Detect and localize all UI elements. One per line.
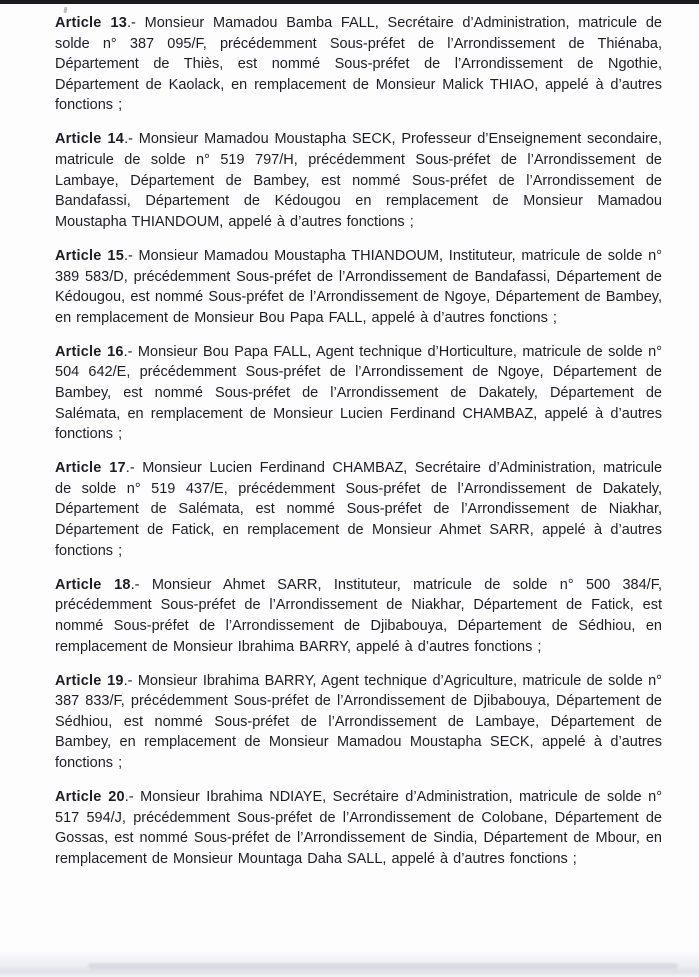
article-17-paragraph (55, 458, 662, 561)
article-19-body: Monsieur Ibrahima BARRY, Agent technique d’Agriculture, matricule de solde n° 387 833/F, précédemment Sous-préfet de l’Arrondissement de Djibabouya, Département de Sédhiou, est nommé Sous-préfet de l’Arrondissement de Lambaye, Département de Bambey, en remplacement de Monsieur Mamadou Moustapha SECK, appelé à d’autres fonctions ; (55, 672, 662, 771)
article-18-label: Article 18 (55, 576, 131, 593)
article-16-paragraph (55, 342, 662, 445)
article-19-label: Article 19 (55, 672, 124, 689)
article-13-separator: .- (127, 15, 136, 31)
article-14-body: Monsieur Mamadou Moustapha SECK, Professeur d’Enseignement secondaire, matricule de solde n° 519 797/H, précédemment Sous-préfet de l’Arrondissement de Lambaye, Département de Bambey, est nommé Sous-préfet de l’Arrondissement de Bandafassi, Département de Kédougou en remplacement de Monsieur Mamadou Moustapha THIANDOUM, appelé à d’autres fonctions ; (55, 131, 662, 230)
article-17-label: Article 17 (55, 460, 126, 477)
document-page (55, 13, 662, 883)
article-17-body: Monsieur Lucien Ferdinand CHAMBAZ, Secrétaire d’Administration, matricule de solde n° 519 437/E, précédemment Sous-préfet de l’Arrondissement de Dakately, Département de Salémata, est nommé Sous-préfet de l’Arrondissement de Niakhar, Département de Fatick, en remplacement de Monsieur Ahmet SARR, appelé à d’autres fonctions ; (55, 460, 663, 559)
article-15-body: Monsieur Mamadou Moustapha THIANDOUM, Instituteur, matricule de solde n° 389 583/D, précédemment Sous-préfet de l’Arrondissement de Bandafassi, Département de Kédougou, est nommé Sous-préfet de l’Arrondissement de Ngoye, Département de Bambey, en remplacement de Monsieur Bou Papa FALL, appelé à d’autres fonctions ; (55, 247, 662, 326)
article-18-body: Monsieur Ahmet SARR, Instituteur, matricule de solde n° 500 384/F, précédemment Sous-préfet de l’Arrondissement de Niakhar, Département de Fatick, est nommé Sous-préfet de l’Arrondissement de Djibabouya, Département de Sédhiou, en remplacement de Monsieur Ibrahima BARRY, appelé à d’autres fonctions ; (55, 576, 662, 655)
article-15-label: Article 15 (55, 247, 124, 264)
article-17-separator: .- (125, 460, 135, 477)
article-16-label: Article 16 (55, 343, 124, 360)
article-13-body: Monsieur Mamadou Bamba FALL, Secrétaire d’Administration, matricule de solde n° 387 095/F, précédemment Sous-préfet de l’Arrondissement de Thiénaba, Département de Thiès, est nommé Sous-préfet de l’Arrondissement de Ngothie, Département de Kaolack, en remplacement de Monsieur Malick THIAO, appelé à d’autres fonctions ; (55, 15, 662, 114)
article-16-body: Monsieur Bou Papa FALL, Agent technique d’Horticulture, matricule de solde n° 504 642/E, précédemment Sous-préfet de l’Arrondissement de Ngoye, Département de Bambey, est nommé Sous-préfet de l’Arrondissement de Dakately, Département de Salémata, en remplacement de Monsieur Lucien Ferdinand CHAMBAZ, appelé à d’autres fonctions ; (55, 343, 662, 443)
article-19-separator: .- (123, 672, 133, 689)
article-16-separator: .- (123, 343, 133, 360)
scan-bottom-smudge (88, 963, 678, 969)
article-19-paragraph (55, 671, 662, 774)
scan-edge-top-bar (0, 0, 699, 4)
article-14-separator: .- (124, 131, 133, 148)
article-14-label: Article 14 (55, 131, 125, 148)
article-18-separator: .- (130, 576, 140, 593)
article-13-paragraph (55, 13, 662, 116)
article-15-separator: .- (123, 247, 133, 264)
article-20-separator: .- (124, 789, 134, 806)
article-18-paragraph (55, 575, 662, 657)
article-14-paragraph (55, 129, 662, 232)
article-20-label: Article 20 (55, 789, 125, 806)
article-15-paragraph (55, 246, 662, 328)
article-13-label: Article 13 (55, 15, 128, 31)
article-20-body: Monsieur Ibrahima NDIAYE, Secrétaire d’Administration, matricule de solde n° 517 594/J, précédemment Sous-préfet de l’Arrondissement de Colobane, Département de Gossas, est nommé Sous-préfet de l’Arrondissement de Sindia, Département de Mbour, en remplacement de Monsieur Mountaga Daha SALL, appelé à d’autres fonctions ; (55, 789, 662, 867)
article-20-paragraph (55, 787, 662, 869)
